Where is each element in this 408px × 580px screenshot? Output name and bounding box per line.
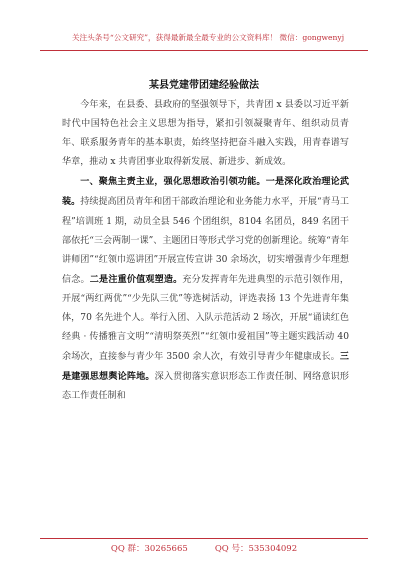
footer-divider	[40, 538, 368, 539]
paragraph-measures	[62, 172, 349, 406]
qq-group-label: QQ 群：	[110, 544, 145, 554]
qq-number-label: QQ 号：	[214, 544, 249, 554]
qq-number: 535304092	[248, 544, 298, 554]
footer-contact	[0, 542, 408, 554]
document-title: 某县党建带团建经验做法	[149, 80, 259, 91]
header-notice: 关注头条号“公文研究”，获得最新最全最专业的公文资料库！ 微信：gongwenyj	[71, 33, 345, 42]
document-body	[62, 96, 349, 407]
heading-2: 二是注重价值观塑造。	[89, 273, 183, 285]
header-divider	[40, 50, 368, 51]
text-1: 持续提高团员青年和团干部政治理论和业务能力水平，开展“青马工程”培训班 1 期，动员全县 546 个团组织，8104 名团员，849 名团干部依托“三会两制一课”、主题团日等形式学习党的创新理论。统筹“青年讲师团”“红领巾巡讲团”开展宣传宣讲 30 余场次，切实增强青少年理想信念。	[62, 197, 349, 285]
footer-spacer	[188, 544, 215, 554]
qq-group-number: 30265665	[144, 544, 188, 554]
heading-1: 一、聚焦主责主业，强化思想政治引领功能。一是深化政治理论武装。	[62, 176, 349, 208]
heading-3: 三是建强思想舆论阵地。	[62, 351, 349, 383]
paragraph-intro: 今年来，在县委、县政府的坚强领导下，共青团 x 县委以习近平新时代中国特色社会主义思想为指导，紧扣引领凝聚青年、组织动员青年、联系服务青年的基本职责，始终坚持把奋斗融入实践，用青春谱写华章，推动 x 共青团事业取得新发展、新进步、新成效。	[62, 100, 349, 168]
text-2: 充分发挥青年先进典型的示范引领作用，开展“两红两优”“少先队三优”等选树活动，评选表扬 13 个先进青年集体，70 名先进个人。举行入团、入队示范活动 2 场次，开展“诵读红色经典 · 传播雅言文明”“清明祭英烈”“红领巾爱祖国”等主题实践活动 40 余场次，直接参与青少年 3500 余人次，有效引导青少年健康成长。	[62, 274, 349, 363]
text-3: 深入贯彻落实意识形态工作责任制、网络意识形态工作责任制和	[62, 372, 349, 402]
